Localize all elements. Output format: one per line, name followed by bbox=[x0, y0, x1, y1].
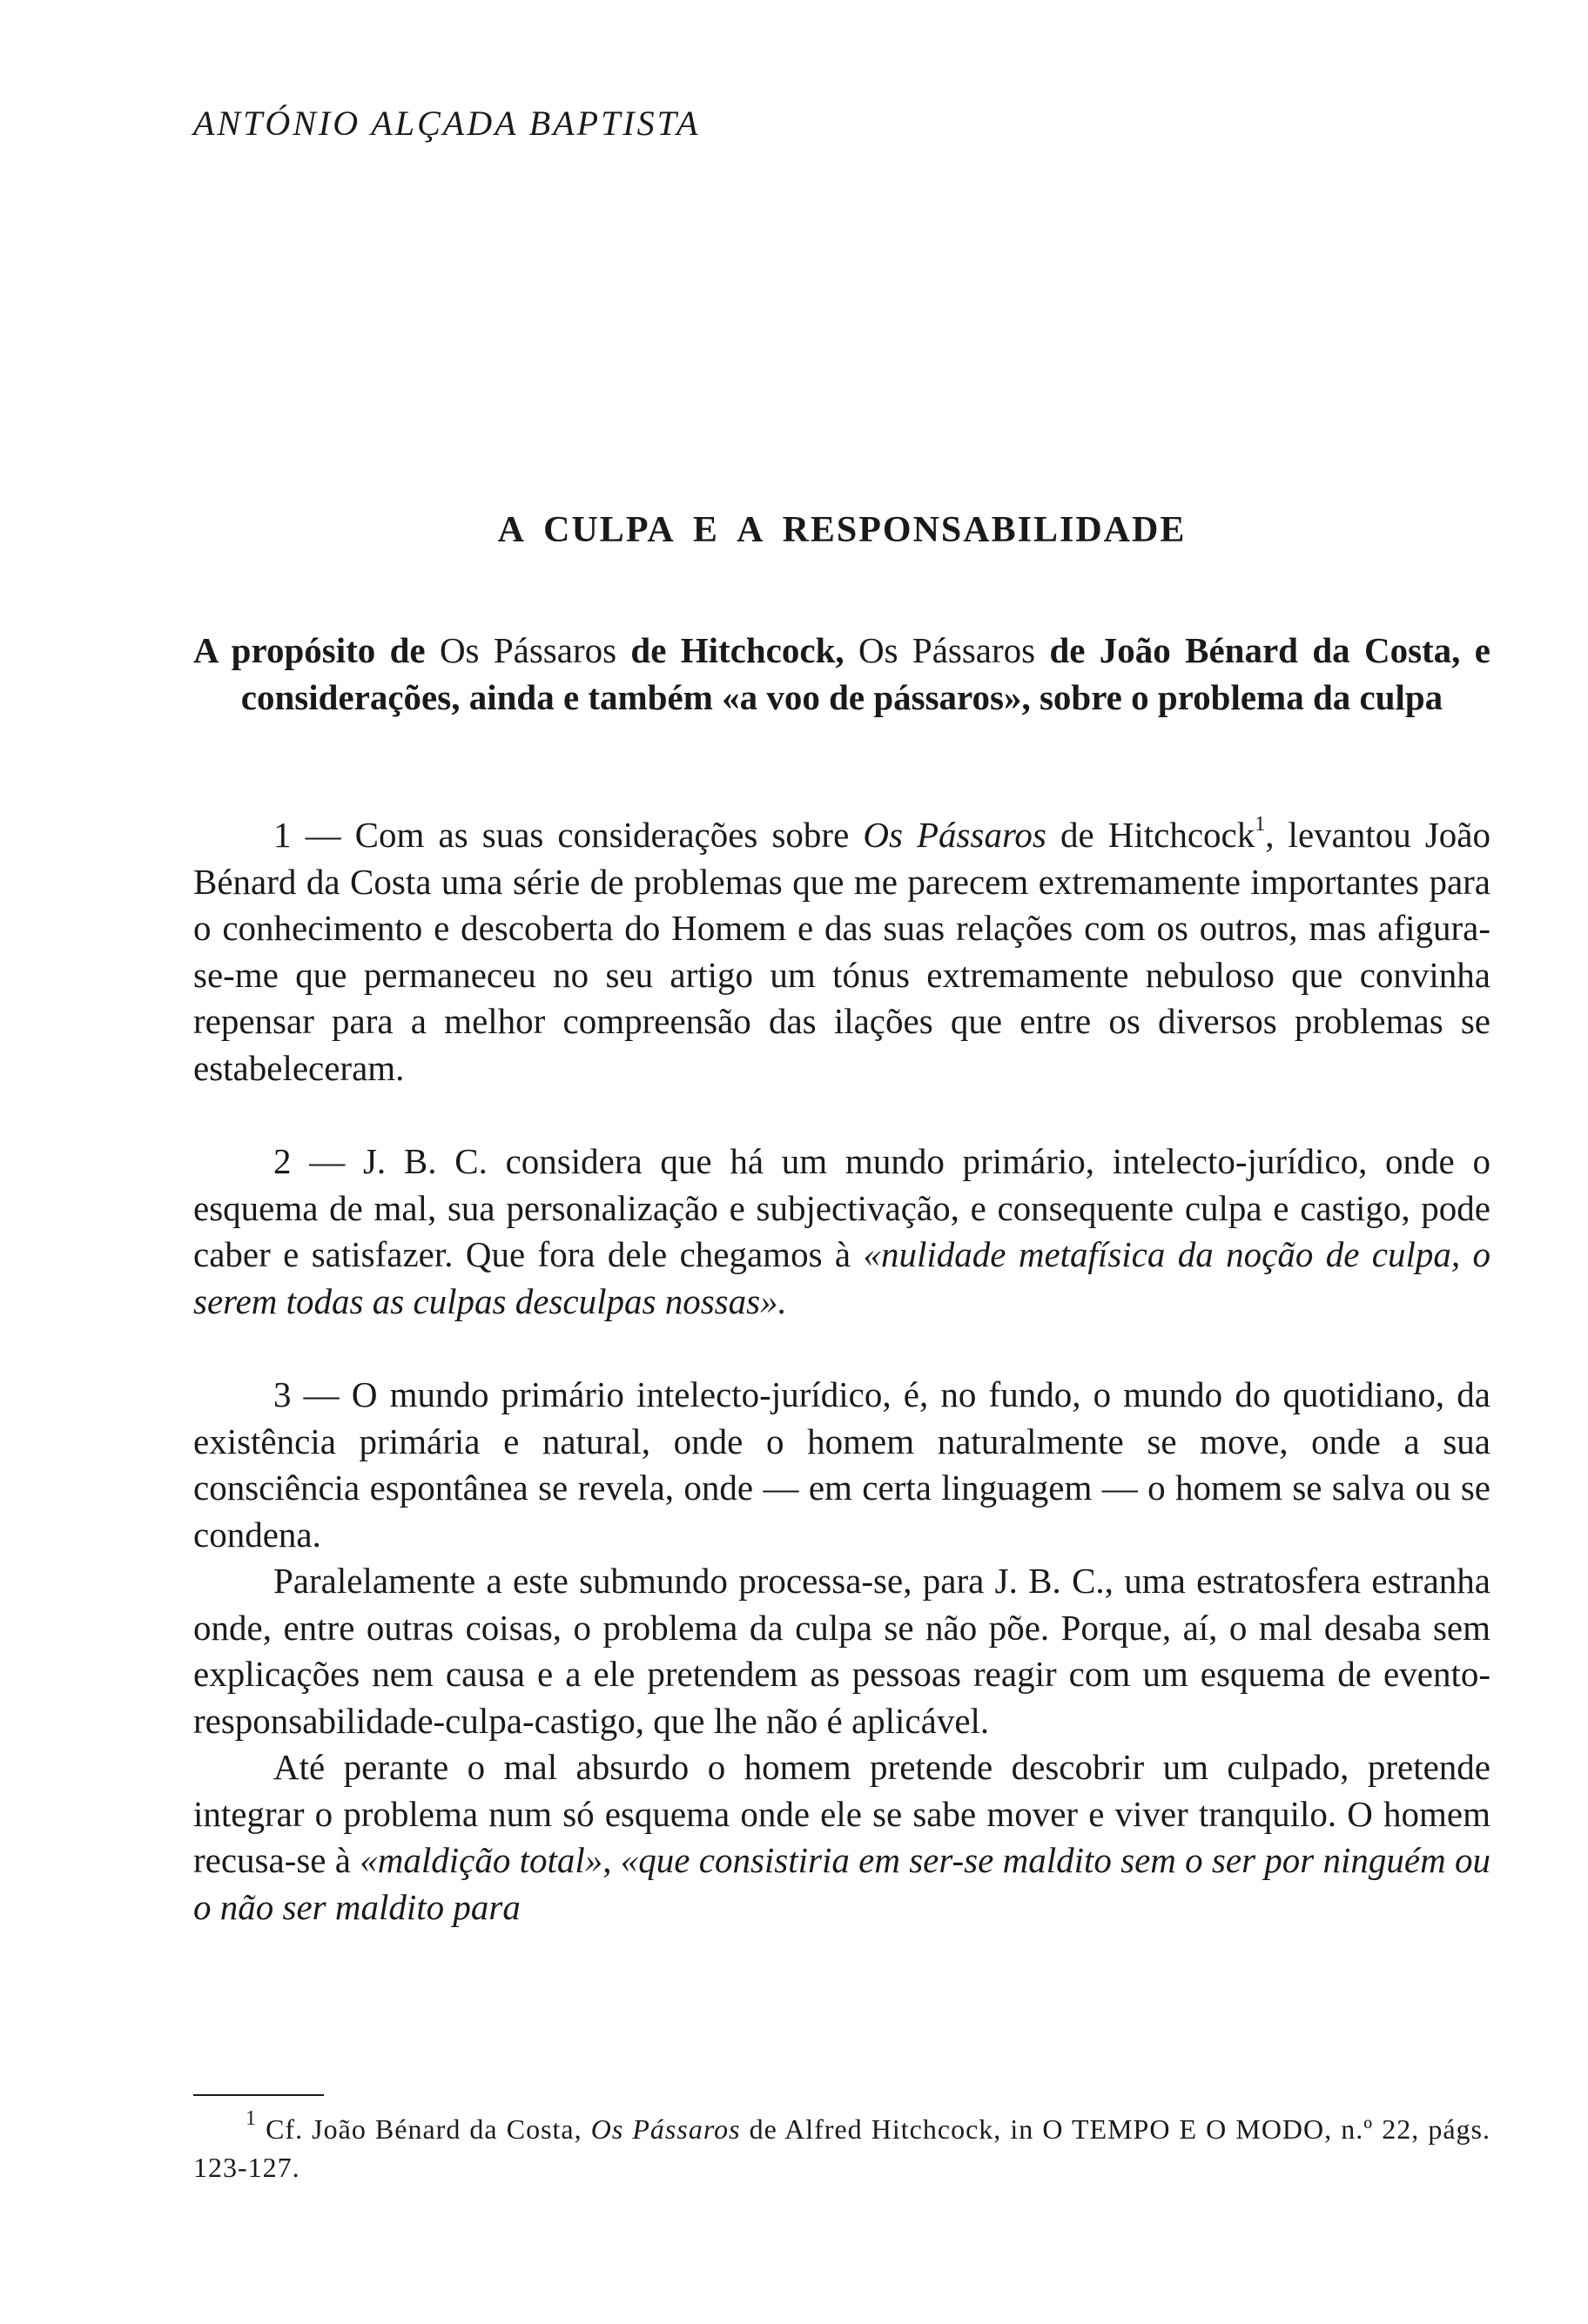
article-title: A CULPA E A RESPONSABILIDADE bbox=[497, 510, 1187, 550]
footnote-reference: 1 bbox=[1255, 813, 1266, 836]
paragraph-4: Paralelamente a este submundo processa-se, para J. B. C., uma estratosfera estranha onde, entre outras coisas, o problema da culpa se não põe. Porque, aí, o mal desaba sem explicações nem causa e a ele pretendem as pessoas reagir com um esquema de evento-responsabilidade-culpa-castigo, que lhe não é aplicável. bbox=[193, 1561, 1490, 1741]
footnote-marker: 1 bbox=[246, 2107, 257, 2131]
subtitle-part: de João Bénard da Costa, e considerações, ainda e também «a voo de pássaros», sobre o problema da culpa bbox=[240, 630, 1490, 717]
subtitle-part: de Hitchcock, bbox=[630, 630, 844, 670]
text-run-italic: «nulidade metafísica da noção de culpa, o serem todas as culpas desculpas nossas». bbox=[193, 1234, 1490, 1321]
paragraph-1 bbox=[193, 812, 1490, 1091]
text-run-italic: Os Pássaros bbox=[863, 815, 1046, 855]
text-run: de Alfred Hitchcock, in O TEMPO E O MODO, n.º 22, págs. 123-127. bbox=[193, 2113, 1491, 2183]
subtitle-essay-title: Os Pássaros bbox=[858, 630, 1036, 670]
text-run-italic: «que consistiria em ser-se maldito sem o ser por ninguém ou o não ser maldito para bbox=[193, 1840, 1490, 1927]
paragraph-3: 3 — O mundo primário intelecto-jurídico, é, no fundo, o mundo do quotidiano, da existência primária e natural, onde o homem naturalmente se move, onde a sua consciência espontânea se revela, onde — em certa linguagem — o homem se salva ou se condena. bbox=[193, 1374, 1490, 1555]
subtitle-book-title: Os Pássaros bbox=[439, 630, 617, 670]
footnote-divider bbox=[193, 2094, 324, 2096]
text-run: 2 — J. B. C. considera que há um mundo primário, intelecto-jurídico, onde o esquema de mal, sua personalização e subjectivação, e consequente culpa e castigo, pode caber e satisfazer. Que fora dele chegamos à bbox=[193, 1141, 1490, 1274]
footnote bbox=[193, 2107, 1491, 2186]
article-body bbox=[193, 812, 1490, 1931]
paragraph-2 bbox=[193, 1138, 1490, 1325]
text-run: , bbox=[602, 1840, 621, 1880]
text-run-italic: «maldição total» bbox=[360, 1840, 603, 1880]
article-subtitle bbox=[193, 627, 1490, 721]
text-run-italic: Os Pássaros bbox=[590, 2113, 741, 2145]
subtitle-part: A propósito de bbox=[193, 630, 426, 670]
running-header-author: ANTÓNIO ALÇADA BAPTISTA bbox=[193, 104, 701, 143]
text-run: 1 — Com as suas considerações sobre bbox=[273, 815, 864, 855]
text-run: Até perante o mal absurdo o homem pretende descobrir um culpado, pretende integrar o problema num só esquema onde ele se sabe mover e viver tranquilo. O homem recusa-se à bbox=[193, 1747, 1490, 1880]
paragraph-5 bbox=[193, 1744, 1490, 1931]
text-run: de Hitchcock bbox=[1046, 815, 1255, 855]
text-run: Cf. João Bénard da Costa, bbox=[257, 2113, 591, 2145]
text-run: , levantou João Bénard da Costa uma série de problemas que me parecem extremamente importantes para o conhecimento e descoberta do Homem e das suas relações com os outros, mas afigura-se-me que permaneceu no seu artigo um tónus extremamente nebuloso que convinha repensar para a melhor compreensão das ilações que entre os diversos problemas se estabeleceram. bbox=[193, 815, 1490, 1088]
